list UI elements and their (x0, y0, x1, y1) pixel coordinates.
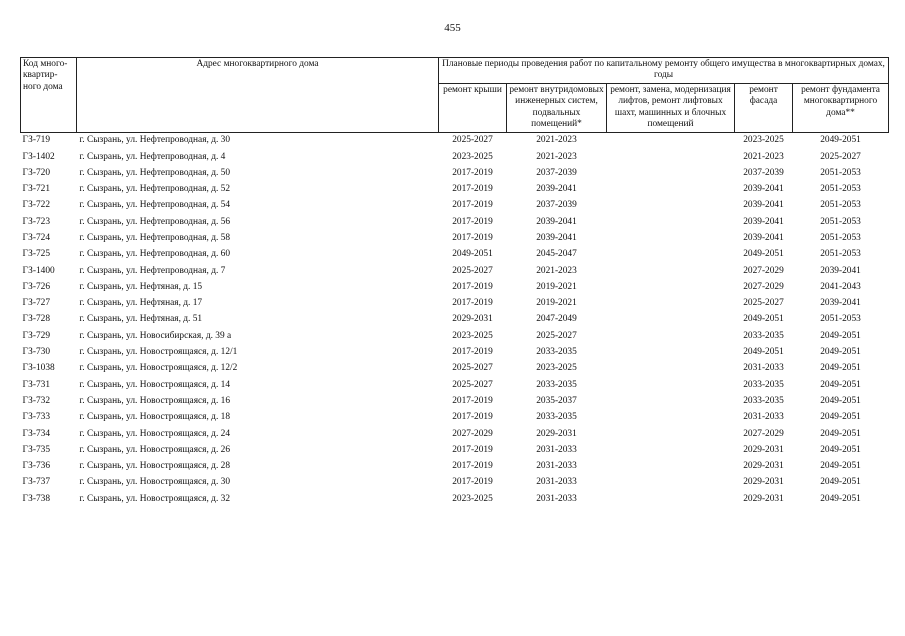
cell-foundation: 2049-2051 (820, 412, 861, 423)
table-row (21, 214, 889, 230)
cell-elevators (607, 231, 735, 247)
cell-code: ГЗ-726 (22, 281, 51, 292)
header-address: Адрес многоквартирного дома (77, 58, 439, 133)
table-row (21, 361, 889, 377)
cell-facade: 2023-2025 (743, 135, 784, 146)
cell-code: ГЗ-1402 (22, 151, 55, 162)
cell-address: г. Сызрань, ул. Нефтепроводная, д. 30 (79, 135, 231, 146)
cell-foundation: 2051-2053 (820, 249, 861, 260)
cell-elevators (607, 296, 735, 312)
cell-address: г. Сызрань, ул. Нефтепроводная, д. 52 (79, 184, 231, 195)
cell-systems: 2031-2033 (536, 461, 577, 472)
table-row (21, 491, 889, 507)
cell-elevators (607, 442, 735, 458)
cell-foundation: 2049-2051 (820, 493, 861, 504)
cell-foundation: 2051-2053 (820, 314, 861, 325)
cell-systems: 2033-2035 (536, 347, 577, 358)
cell-code: ГЗ-735 (22, 444, 51, 455)
table-row (21, 394, 889, 410)
cell-foundation: 2049-2051 (820, 395, 861, 406)
table-row (21, 231, 889, 247)
cell-roof: 2017-2019 (452, 412, 493, 423)
cell-facade: 2027-2029 (743, 265, 784, 276)
table-row (21, 165, 889, 181)
cell-address: г. Сызрань, ул. Новостроящаяся, д. 30 (79, 477, 231, 488)
cell-facade: 2027-2029 (743, 281, 784, 292)
cell-code: ГЗ-727 (22, 298, 51, 309)
cell-foundation: 2051-2053 (820, 233, 861, 243)
cell-roof: 2023-2025 (452, 493, 493, 504)
cell-elevators (607, 361, 735, 377)
cell-systems: 2019-2021 (536, 281, 577, 292)
cell-roof: 2017-2019 (452, 184, 493, 195)
cell-address: г. Сызрань, ул. Нефтепроводная, д. 50 (79, 167, 231, 178)
cell-foundation: 2049-2051 (820, 363, 861, 374)
table-row (21, 345, 889, 361)
cell-address: г. Сызрань, ул. Нефтепроводная, д. 4 (79, 151, 226, 162)
cell-systems: 2045-2047 (536, 249, 577, 260)
header-systems: ремонт внутридомовых инженерных систем, подвальных помещений* (507, 83, 607, 132)
page-number: 455 (444, 22, 461, 34)
table-row (21, 296, 889, 312)
cell-address: г. Сызрань, ул. Нефтяная, д. 51 (79, 314, 203, 325)
cell-roof: 2025-2027 (452, 265, 493, 276)
cell-code: ГЗ-721 (22, 184, 51, 195)
cell-code: ГЗ-728 (22, 314, 51, 325)
cell-elevators (607, 247, 735, 263)
cell-address: г. Сызрань, ул. Новостроящаяся, д. 18 (79, 412, 231, 423)
cell-elevators (607, 149, 735, 165)
cell-address: г. Сызрань, ул. Новостроящаяся, д. 12/2 (79, 363, 238, 374)
table-row (21, 475, 889, 491)
cell-systems: 2025-2027 (536, 330, 577, 341)
table-row (21, 377, 889, 393)
cell-systems: 2021-2023 (536, 135, 577, 146)
cell-elevators (607, 182, 735, 198)
table-row (21, 149, 889, 165)
cell-roof: 2017-2019 (452, 395, 493, 406)
cell-roof: 2017-2019 (452, 298, 493, 309)
cell-roof: 2017-2019 (452, 216, 493, 227)
cell-foundation: 2051-2053 (820, 184, 861, 195)
cell-address: г. Сызрань, ул. Новостроящаяся, д. 24 (79, 428, 231, 439)
cell-elevators (607, 426, 735, 442)
table-body (21, 132, 889, 507)
cell-roof: 2017-2019 (452, 444, 493, 455)
cell-systems: 2033-2035 (536, 379, 577, 390)
cell-address: г. Сызрань, ул. Новостроящаяся, д. 12/1 (79, 347, 238, 358)
cell-systems: 2029-2031 (536, 428, 577, 439)
cell-roof: 2017-2019 (452, 347, 493, 358)
cell-code: ГЗ-733 (22, 412, 51, 423)
cell-code: ГЗ-722 (22, 200, 51, 211)
cell-systems: 2039-2041 (536, 184, 577, 195)
cell-code: ГЗ-1038 (22, 363, 55, 374)
cell-elevators (607, 377, 735, 393)
cell-systems: 2047-2049 (536, 314, 577, 325)
header-roof: ремонт крыши (439, 83, 507, 132)
cell-foundation: 2025-2027 (820, 151, 861, 162)
cell-code: ГЗ-724 (22, 233, 51, 243)
cell-foundation: 2049-2051 (820, 135, 861, 146)
cell-roof: 2017-2019 (452, 477, 493, 488)
cell-facade: 2037-2039 (743, 167, 784, 178)
cell-facade: 2033-2035 (743, 330, 784, 341)
cell-code: ГЗ-723 (22, 216, 51, 227)
cell-address: г. Сызрань, ул. Новосибирская, д. 39 а (79, 330, 232, 341)
cell-code: ГЗ-734 (22, 428, 51, 439)
cell-facade: 2049-2051 (743, 249, 784, 260)
cell-foundation: 2039-2041 (820, 298, 861, 309)
cell-foundation: 2039-2041 (820, 265, 861, 276)
cell-roof: 2017-2019 (452, 461, 493, 472)
cell-elevators (607, 491, 735, 507)
cell-facade: 2027-2029 (743, 428, 784, 439)
cell-code: ГЗ-729 (22, 330, 51, 341)
cell-systems: 2035-2037 (536, 395, 577, 406)
cell-facade: 2049-2051 (743, 347, 784, 358)
cell-elevators (607, 475, 735, 491)
cell-elevators (607, 312, 735, 328)
cell-systems: 2031-2033 (536, 493, 577, 504)
cell-facade: 2029-2031 (743, 477, 784, 488)
table-row (21, 247, 889, 263)
cell-foundation: 2049-2051 (820, 444, 861, 455)
cell-facade: 2033-2035 (743, 379, 784, 390)
cell-code: ГЗ-736 (22, 461, 51, 472)
cell-facade: 2031-2033 (743, 412, 784, 423)
cell-address: г. Сызрань, ул. Нефтепроводная, д. 56 (79, 216, 231, 227)
cell-roof: 2027-2029 (452, 428, 493, 439)
cell-facade: 2039-2041 (743, 200, 784, 211)
cell-systems: 2021-2023 (536, 151, 577, 162)
cell-code: ГЗ-725 (22, 249, 51, 260)
cell-roof: 2025-2027 (452, 379, 493, 390)
cell-code: ГЗ-1400 (22, 265, 55, 276)
cell-address: г. Сызрань, ул. Новостроящаяся, д. 28 (79, 461, 231, 472)
cell-address: г. Сызрань, ул. Нефтепроводная, д. 58 (79, 233, 231, 243)
header-code: Код много-квартир-ного дома (21, 58, 77, 133)
cell-elevators (607, 279, 735, 295)
cell-foundation: 2049-2051 (820, 347, 861, 358)
cell-facade: 2039-2041 (743, 184, 784, 195)
cell-elevators (607, 410, 735, 426)
table-row (21, 426, 889, 442)
cell-code: ГЗ-719 (22, 135, 51, 146)
table-row (21, 442, 889, 458)
cell-foundation: 2051-2053 (820, 216, 861, 227)
table-row (21, 459, 889, 475)
cell-facade: 2039-2041 (743, 233, 784, 243)
cell-facade: 2021-2023 (743, 151, 784, 162)
table-row (21, 132, 889, 149)
cell-address: г. Сызрань, ул. Новостроящаяся, д. 16 (79, 395, 231, 406)
cell-address: г. Сызрань, ул. Новостроящаяся, д. 32 (79, 493, 231, 504)
cell-roof: 2017-2019 (452, 281, 493, 292)
cell-code: ГЗ-738 (22, 493, 51, 504)
cell-systems: 2031-2033 (536, 477, 577, 488)
cell-roof: 2017-2019 (452, 233, 493, 243)
cell-systems: 2021-2023 (536, 265, 577, 276)
cell-systems: 2037-2039 (536, 200, 577, 211)
cell-elevators (607, 328, 735, 344)
cell-address: г. Сызрань, ул. Нефтяная, д. 15 (79, 281, 203, 292)
table-row (21, 312, 889, 328)
cell-code: ГЗ-730 (22, 347, 51, 358)
cell-facade: 2029-2031 (743, 493, 784, 504)
cell-elevators (607, 345, 735, 361)
cell-systems: 2039-2041 (536, 216, 577, 227)
cell-foundation: 2049-2051 (820, 461, 861, 472)
cell-elevators (607, 214, 735, 230)
cell-code: ГЗ-731 (22, 379, 51, 390)
table-row (21, 410, 889, 426)
cell-roof: 2025-2027 (452, 135, 493, 146)
cell-roof: 2023-2025 (452, 151, 493, 162)
cell-foundation: 2051-2053 (820, 200, 861, 211)
cell-facade: 2039-2041 (743, 216, 784, 227)
cell-elevators (607, 132, 735, 149)
cell-code: ГЗ-720 (22, 167, 51, 178)
cell-facade: 2033-2035 (743, 395, 784, 406)
table-header (21, 58, 889, 133)
table-row (21, 328, 889, 344)
cell-foundation: 2049-2051 (820, 477, 861, 488)
cell-roof: 2049-2051 (452, 249, 493, 260)
table-row (21, 182, 889, 198)
header-periods-group: Плановые периоды проведения работ по капитальному ремонту общего имущества в многоквартирных домах, годы (439, 58, 889, 84)
cell-address: г. Сызрань, ул. Новостроящаяся, д. 14 (79, 379, 231, 390)
cell-facade: 2025-2027 (743, 298, 784, 309)
cell-systems: 2019-2021 (536, 298, 577, 309)
cell-facade: 2029-2031 (743, 444, 784, 455)
cell-facade: 2049-2051 (743, 314, 784, 325)
cell-address: г. Сызрань, ул. Нефтепроводная, д. 60 (79, 249, 231, 260)
cell-systems: 2031-2033 (536, 444, 577, 455)
cell-address: г. Сызрань, ул. Нефтепроводная, д. 7 (79, 265, 226, 276)
cell-roof: 2029-2031 (452, 314, 493, 325)
cell-code: ГЗ-732 (22, 395, 51, 406)
cell-facade: 2029-2031 (743, 461, 784, 472)
table-row (21, 198, 889, 214)
cell-address: г. Сызрань, ул. Новостроящаяся, д. 26 (79, 444, 231, 455)
table-row (21, 279, 889, 295)
cell-roof: 2017-2019 (452, 200, 493, 211)
table-row (21, 263, 889, 279)
cell-code: ГЗ-737 (22, 477, 51, 488)
cell-systems: 2039-2041 (536, 233, 577, 243)
header-facade: ремонт фасада (735, 83, 793, 132)
cell-address: г. Сызрань, ул. Нефтяная, д. 17 (79, 298, 203, 309)
cell-foundation: 2049-2051 (820, 379, 861, 390)
cell-foundation: 2049-2051 (820, 330, 861, 341)
cell-facade: 2031-2033 (743, 363, 784, 374)
cell-systems: 2037-2039 (536, 167, 577, 178)
header-elevators: ремонт, замена, модернизация лифтов, ремонт лифтовых шахт, машинных и блочных помещений (607, 83, 735, 132)
cell-roof: 2023-2025 (452, 330, 493, 341)
cell-foundation: 2041-2043 (820, 281, 861, 292)
cell-systems: 2033-2035 (536, 412, 577, 423)
cell-elevators (607, 459, 735, 475)
cell-foundation: 2051-2053 (820, 167, 861, 178)
capital-repair-table (20, 57, 889, 508)
cell-elevators (607, 394, 735, 410)
cell-elevators (607, 263, 735, 279)
cell-foundation: 2049-2051 (820, 428, 861, 439)
cell-elevators (607, 165, 735, 181)
header-foundation: ремонт фундамента многоквартирного дома** (793, 83, 889, 132)
cell-elevators (607, 198, 735, 214)
cell-roof: 2025-2027 (452, 363, 493, 374)
cell-roof: 2017-2019 (452, 167, 493, 178)
cell-systems: 2023-2025 (536, 363, 577, 374)
cell-address: г. Сызрань, ул. Нефтепроводная, д. 54 (79, 200, 231, 211)
